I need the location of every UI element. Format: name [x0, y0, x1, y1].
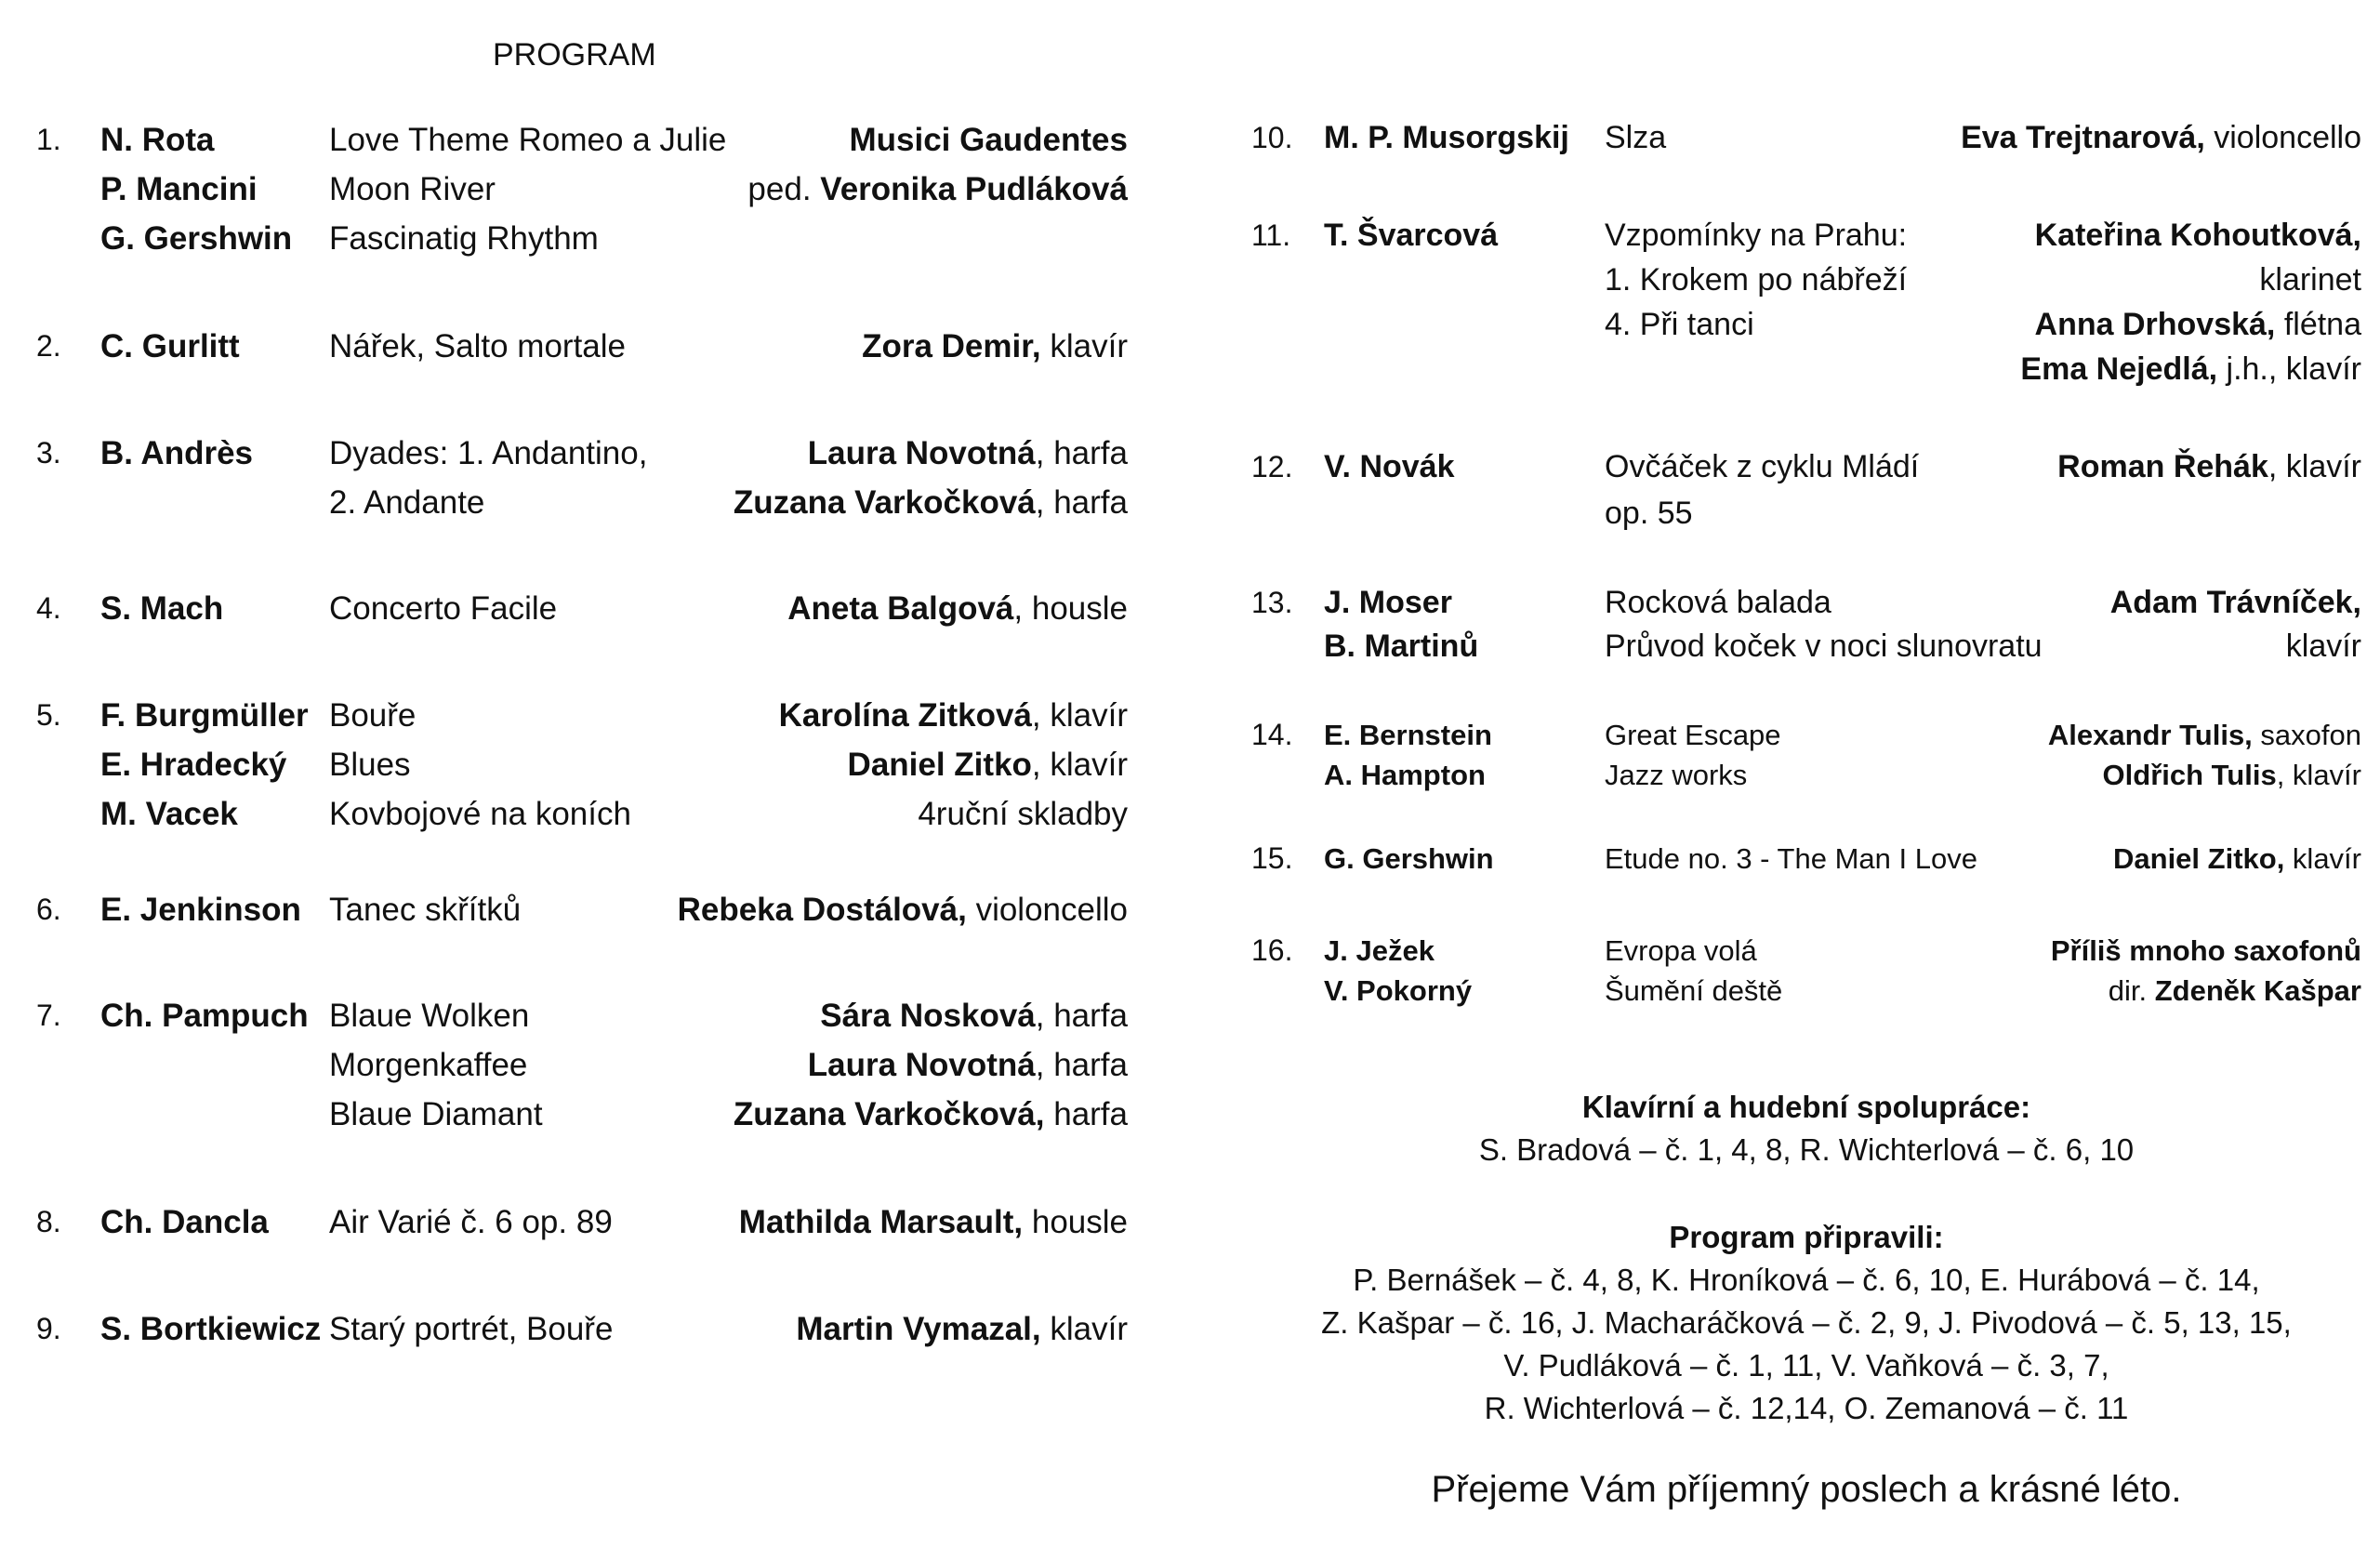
performer-line	[747, 165, 1128, 214]
item-number: 9.	[36, 1311, 61, 1345]
instrument: klavír	[2285, 628, 2361, 664]
performer-name: Příliš mnoho saxofonů	[2050, 933, 2361, 967]
piece-title: Kovbojové na koních	[329, 796, 631, 833]
performer-name: Laura Novotná	[807, 1047, 1036, 1084]
composers	[100, 991, 309, 1040]
performer-name: Adam Trávníček,	[2109, 584, 2361, 620]
composer-name: S. Bortkiewicz	[100, 1310, 322, 1347]
composer-name: B. Martinů	[1324, 628, 1479, 664]
performer-name: Musici Gaudentes	[849, 122, 1128, 159]
piece-title: Tanec skřítků	[329, 891, 522, 928]
performer-line	[2110, 625, 2361, 668]
composer-name: G. Gershwin	[1324, 842, 1494, 876]
performer-line	[1961, 115, 2361, 160]
performers	[796, 1304, 1128, 1354]
performer-name: Martin Vymazal,	[796, 1310, 1041, 1347]
pieces	[329, 885, 521, 934]
composers	[100, 584, 223, 633]
performer-name: Ema Nejedlá,	[2020, 351, 2218, 387]
pieces	[1605, 931, 1782, 1011]
item-number: 16.	[1251, 933, 1293, 967]
piece-title: Vzpomínky na Prahu:	[1605, 217, 1908, 253]
piece-title: Slza	[1605, 119, 1667, 155]
composer-name: C. Gurlitt	[100, 328, 240, 364]
instrument: housle	[1023, 1203, 1128, 1240]
performers	[734, 991, 1128, 1139]
closing-wish: Přejeme Vám příjemný poslech a krásné léto.	[1431, 1469, 2182, 1510]
performer-line	[787, 584, 1128, 633]
performer-line	[734, 429, 1128, 478]
item-number: 1.	[36, 123, 61, 157]
pieces	[1605, 443, 1919, 536]
accompaniment-section	[1249, 1086, 2364, 1171]
performers	[787, 584, 1128, 633]
performer-name: Anna Drhovská,	[2034, 306, 2276, 342]
performer-line	[862, 322, 1128, 371]
composer-name: V. Pokorný	[1324, 973, 1473, 1007]
composers	[1324, 443, 1455, 490]
performer-name: Zora Demir,	[862, 328, 1041, 364]
composers	[1324, 931, 1472, 1011]
piece-title: Průvod koček v noci slunovratu	[1605, 628, 2043, 664]
piece-title: 4. Při tanci	[1605, 306, 1754, 342]
performer-line	[2051, 971, 2361, 1011]
composer-name: J. Moser	[1324, 584, 1452, 620]
performer-line	[2051, 931, 2361, 971]
item-number: 3.	[36, 435, 61, 470]
performer-name: Daniel Zitko,	[2113, 842, 2285, 876]
pieces	[329, 991, 543, 1139]
piece-title: Jazz works	[1605, 759, 1748, 792]
instrument: harfa	[1044, 1096, 1128, 1133]
performer-line	[2020, 302, 2361, 347]
instrument: , harfa	[1035, 1047, 1128, 1084]
piece-title: Great Escape	[1605, 719, 1781, 752]
pieces	[1605, 715, 1781, 795]
performer-name: Alexandr Tulis,	[2047, 719, 2253, 752]
prepared-line: P. Bernášek – č. 4, 8, K. Hroníková – č. 6, 10, E. Hurábová – č. 14,	[1353, 1263, 2260, 1297]
piece-title: Concerto Facile	[329, 590, 558, 628]
piece-title: Blaue Diamant	[329, 1096, 543, 1133]
instrument: , klavír	[1031, 697, 1128, 734]
instrument: klavír	[1040, 1310, 1128, 1347]
piece-title: op. 55	[1605, 496, 1693, 532]
performer-line	[2020, 258, 2361, 302]
page-title: PROGRAM	[493, 37, 656, 73]
composer-name: J. Ježek	[1324, 933, 1435, 967]
performer-line	[678, 885, 1128, 934]
composer-name: M. Vacek	[100, 796, 238, 833]
composer-name: A. Hampton	[1324, 759, 1486, 792]
item-number: 4.	[36, 591, 61, 626]
pieces	[329, 691, 631, 839]
performer-name: Kateřina Kohoutková,	[2034, 217, 2361, 253]
performer-name: Laura Novotná	[807, 434, 1036, 471]
pieces	[1605, 115, 1666, 160]
performer-name: Zuzana Varkočková	[733, 483, 1036, 521]
piece-title: 2. Andante	[329, 483, 485, 521]
piece-title: Šumění deště	[1605, 973, 1783, 1007]
composer-name: E. Bernstein	[1324, 719, 1492, 752]
prepared-heading: Program připravili:	[1669, 1220, 1944, 1254]
composer-name: E. Jenkinson	[100, 891, 301, 928]
instrument: , harfa	[1035, 998, 1128, 1035]
performer-line	[2057, 443, 2361, 490]
composers	[1324, 115, 1569, 160]
item-number: 10.	[1251, 120, 1293, 154]
instrument: klarinet	[2259, 261, 2361, 298]
piece-title: Air Varié č. 6 op. 89	[329, 1203, 613, 1240]
piece-title: Blaue Wolken	[329, 998, 530, 1035]
item-number: 14.	[1251, 718, 1293, 752]
instrument: , klavír	[1031, 747, 1128, 784]
instrument: , klavír	[2268, 449, 2361, 485]
composer-name: V. Novák	[1324, 449, 1455, 485]
piece-title: Ovčáček z cyklu Mládí	[1605, 449, 1920, 485]
piece-title: Love Theme Romeo a Julie	[329, 122, 727, 159]
instrument: violoncello	[2204, 119, 2361, 155]
prepared-line: V. Pudláková – č. 1, 11, V. Vaňková – č. 3, 7,	[1503, 1348, 2109, 1383]
piece-title: Fascinatig Rhythm	[329, 220, 599, 258]
pieces	[1605, 213, 1907, 347]
performers	[779, 691, 1128, 839]
performer-name: Zuzana Varkočková,	[733, 1096, 1045, 1133]
piece-title: Rocková balada	[1605, 584, 1831, 620]
accompaniment-heading: Klavírní a hudební spolupráce:	[1581, 1090, 2031, 1124]
performer-line	[734, 478, 1128, 527]
item-number: 2.	[36, 329, 61, 363]
pieces	[329, 115, 726, 263]
instrument: klavír	[1040, 328, 1128, 364]
composers	[100, 1304, 321, 1354]
composers	[1324, 213, 1498, 258]
instrument: , klavír	[2276, 759, 2361, 792]
piece-title: Moon River	[329, 171, 496, 208]
item-number: 6.	[36, 892, 61, 926]
piece-title: Starý portrét, Bouře	[329, 1310, 614, 1347]
piece-title: Blues	[329, 747, 411, 784]
composer-name: T. Švarcová	[1324, 217, 1499, 253]
performer-line	[747, 115, 1128, 165]
performer-name: Veronika Pudláková	[820, 171, 1128, 208]
instrument: flétna	[2275, 306, 2361, 342]
instrument: ped.	[747, 171, 821, 208]
piece-title: Nářek, Salto mortale	[329, 328, 627, 364]
performer-line	[2020, 213, 2361, 258]
prepared-line: R. Wichterlová – č. 12,14, O. Zemanová – č. 11	[1484, 1391, 2129, 1425]
composer-name: P. Mancini	[100, 171, 258, 208]
performer-name: Roman Řehák	[2057, 449, 2268, 485]
performer-line	[734, 1090, 1128, 1139]
piece-title: Etude no. 3 - The Man I Love	[1605, 842, 1977, 876]
performer-line	[734, 1040, 1128, 1090]
composers	[100, 691, 309, 839]
piece-title: Dyades: 1. Andantino,	[329, 434, 648, 471]
performer-name: Daniel Zitko	[847, 747, 1032, 784]
composers	[100, 115, 292, 263]
performers	[734, 429, 1128, 527]
performers	[2110, 581, 2361, 668]
pieces	[329, 584, 557, 633]
performers	[2051, 931, 2361, 1011]
instrument: saxofon	[2252, 719, 2361, 752]
pieces	[329, 429, 647, 527]
performer-line	[739, 1197, 1128, 1247]
pieces	[1605, 839, 1977, 879]
pieces	[1605, 581, 2043, 668]
item-number: 8.	[36, 1204, 61, 1238]
pieces	[329, 1304, 613, 1354]
performer-name: Eva Trejtnarová,	[1961, 119, 2205, 155]
composer-name: B. Andrès	[100, 434, 254, 471]
performers	[2020, 213, 2361, 391]
pieces	[329, 1197, 613, 1247]
performer-line	[2048, 715, 2361, 755]
performers	[678, 885, 1128, 934]
item-number: 11.	[1251, 218, 1291, 252]
item-number: 15.	[1251, 841, 1293, 876]
composers	[100, 885, 301, 934]
performers	[739, 1197, 1128, 1247]
performers	[747, 115, 1128, 214]
performers	[2057, 443, 2361, 490]
performer-name: Aneta Balgová	[787, 590, 1014, 628]
instrument: dir.	[2108, 973, 2155, 1007]
composer-name: Ch. Pampuch	[100, 998, 309, 1035]
performer-name: Oldřich Tulis	[2102, 759, 2277, 792]
instrument: klavír	[2284, 842, 2361, 876]
instrument: 4ruční skladby	[918, 796, 1128, 833]
prepared-line: Z. Kašpar – č. 16, J. Macharáčková – č. 2, 9, J. Pivodová – č. 5, 13, 15,	[1321, 1305, 2292, 1340]
accompaniment-line: S. Bradová – č. 1, 4, 8, R. Wichterlová – č. 6, 10	[1478, 1132, 2135, 1167]
performer-name: Rebeka Dostálová,	[677, 891, 967, 928]
instrument: , harfa	[1035, 483, 1128, 521]
performer-line	[779, 740, 1128, 789]
pieces	[329, 322, 626, 371]
item-number: 5.	[36, 698, 61, 733]
performer-line	[2020, 347, 2361, 391]
composers	[1324, 581, 1478, 668]
performer-line	[779, 691, 1128, 740]
item-number: 12.	[1251, 450, 1293, 484]
instrument: , housle	[1013, 590, 1128, 628]
performers	[862, 322, 1128, 371]
performer-name: Sára Nosková	[820, 998, 1036, 1035]
composer-name: F. Burgmüller	[100, 697, 309, 734]
composer-name: S. Mach	[100, 590, 224, 628]
piece-title: Morgenkaffee	[329, 1047, 528, 1084]
composers	[1324, 839, 1494, 879]
composer-name: N. Rota	[100, 122, 215, 159]
composers	[100, 1197, 269, 1247]
performers	[2113, 839, 2361, 879]
instrument: violoncello	[966, 891, 1128, 928]
composer-name: M. P. Musorgskij	[1324, 119, 1569, 155]
composers	[100, 429, 253, 478]
performers	[2048, 715, 2361, 795]
item-number: 7.	[36, 999, 61, 1033]
performer-line	[2110, 581, 2361, 625]
performers	[1961, 115, 2361, 160]
performer-name: Mathilda Marsault,	[738, 1203, 1024, 1240]
piece-title: 1. Krokem po nábřeží	[1605, 261, 1908, 298]
performer-name: Zdeněk Kašpar	[2154, 973, 2361, 1007]
instrument: j.h., klavír	[2217, 351, 2361, 387]
performer-line	[796, 1304, 1128, 1354]
composers	[1324, 715, 1492, 795]
performer-line	[2113, 839, 2361, 879]
item-number: 13.	[1251, 585, 1293, 619]
prepared-section	[1249, 1216, 2364, 1430]
composer-name: E. Hradecký	[100, 747, 287, 784]
composers	[100, 322, 240, 371]
composer-name: G. Gershwin	[100, 220, 293, 258]
performer-line	[779, 789, 1128, 839]
instrument: , harfa	[1035, 434, 1128, 471]
performer-line	[734, 991, 1128, 1040]
performer-line	[2048, 755, 2361, 795]
performer-name: Karolína Zitková	[778, 697, 1032, 734]
composer-name: Ch. Dancla	[100, 1203, 269, 1240]
piece-title: Evropa volá	[1605, 933, 1757, 967]
piece-title: Bouře	[329, 697, 416, 734]
